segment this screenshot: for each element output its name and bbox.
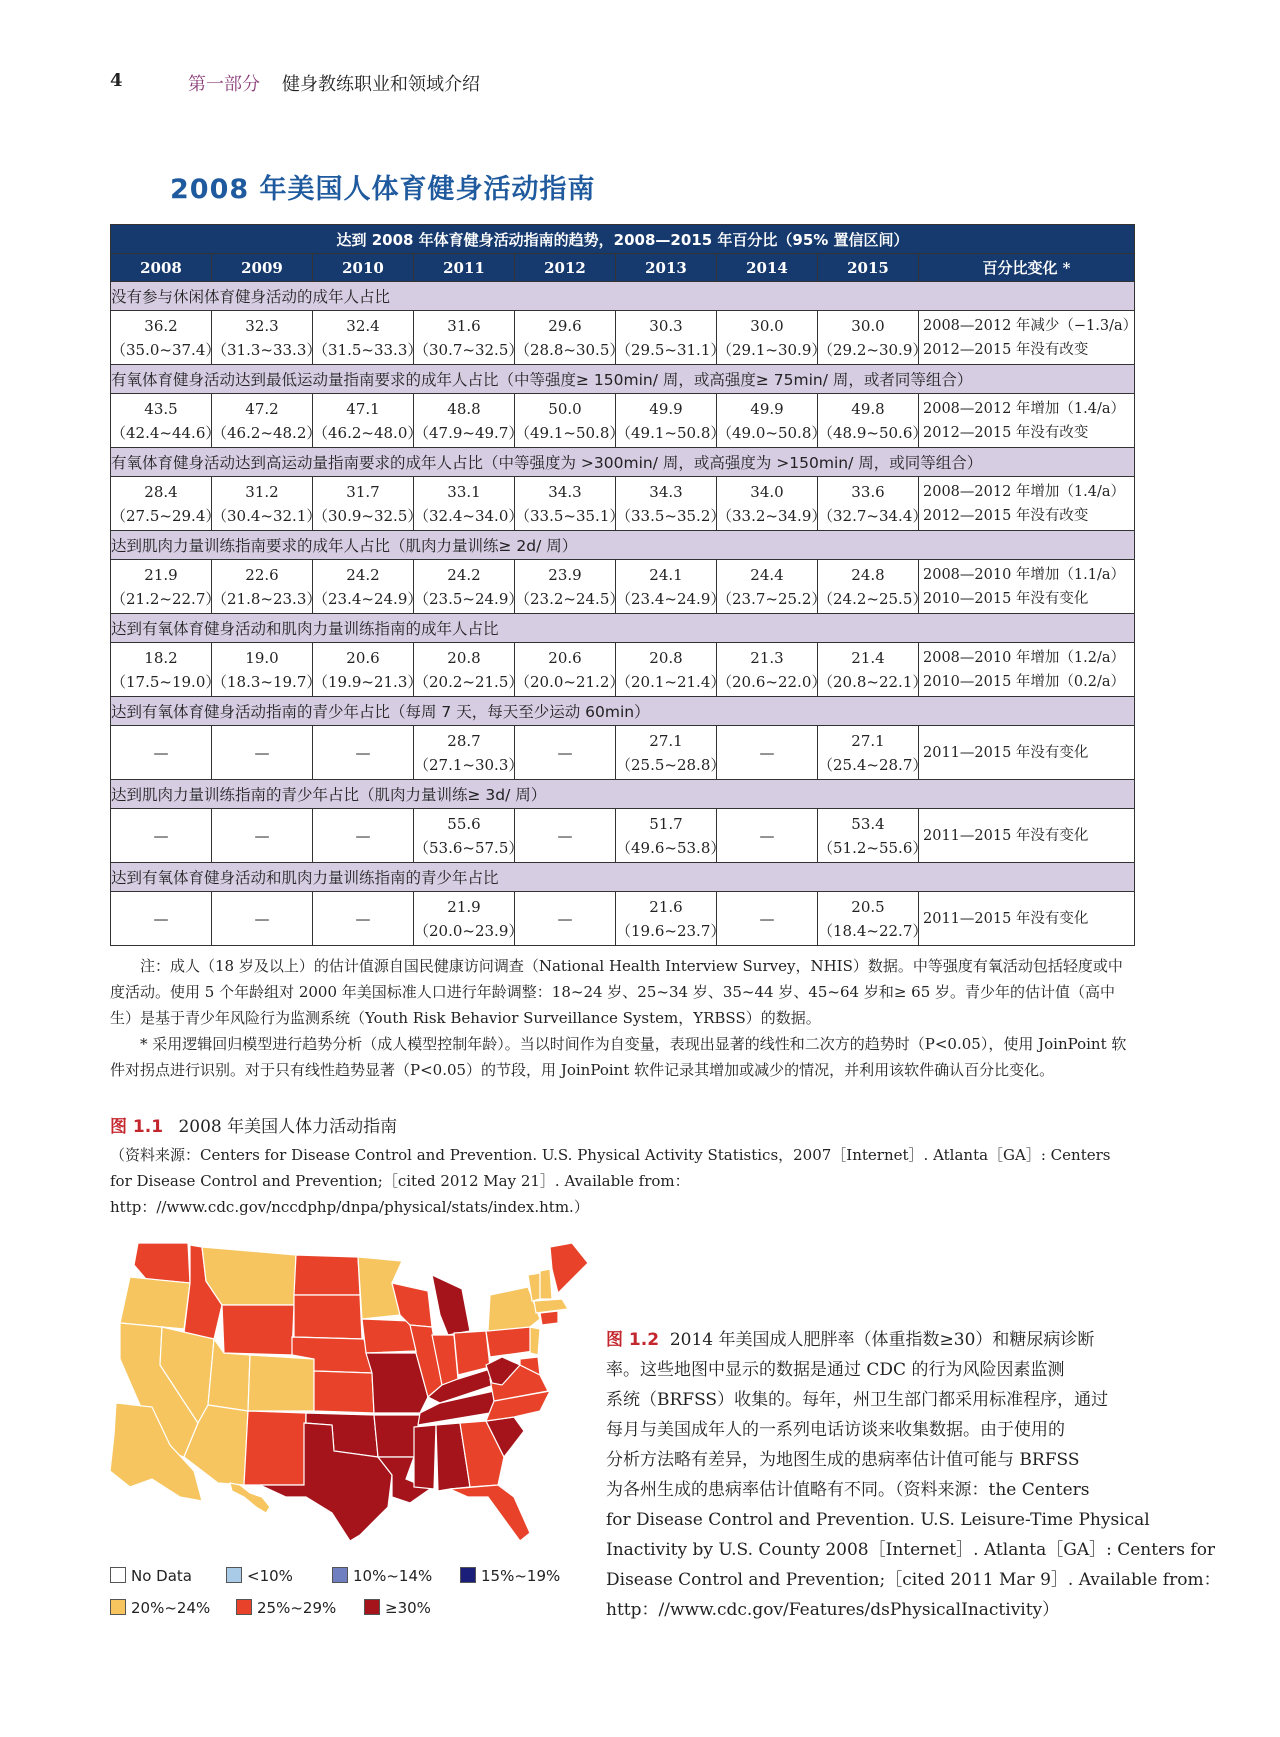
table-row [111, 311, 1135, 365]
cell-value: 31.7 [346, 482, 380, 501]
data-cell [515, 643, 625, 697]
group-label: 达到有氧体育健身活动指南的青少年占比（每周 7 天，每天至少运动 60min） [111, 697, 1135, 726]
data-cell [313, 643, 423, 697]
change-text: 2008—2012 年增加（1.4/a） [923, 483, 1126, 500]
data-cell [414, 477, 524, 531]
column-header: 2008 [111, 254, 212, 282]
cell-value: 21.4 [851, 648, 885, 667]
data-cell [818, 809, 928, 863]
cell-value: 24.1 [649, 565, 683, 584]
data-cell [616, 560, 726, 614]
change-text: 2012—2015 年没有改变 [923, 507, 1089, 524]
cell-value: 20.6 [346, 648, 380, 667]
cell-confidence-interval: （29.2~30.9） [818, 340, 928, 359]
cell-value: 21.9 [447, 897, 481, 916]
cell-confidence-interval: （17.5~19.0） [111, 672, 221, 691]
data-cell [111, 311, 221, 365]
state-ma [534, 1299, 568, 1313]
state-wy [222, 1305, 294, 1355]
change-text: 2011—2015 年没有变化 [923, 910, 1089, 927]
column-header: 2015 [818, 254, 919, 282]
change-cell [919, 643, 1135, 697]
caption-line: 分析方法略有差异，为地图生成的患病率估计值可能与 BRFSS [606, 1450, 1080, 1470]
figure-number: 图 1.1 [110, 1117, 164, 1137]
change-text: 2008—2010 年增加（1.2/a） [923, 649, 1126, 666]
data-cell [212, 643, 322, 697]
state-ct [540, 1311, 558, 1325]
cell-confidence-interval: （33.2~34.9） [717, 506, 827, 525]
caption-text: 2014 年美国成人肥胖率（体重指数≥30）和糖尿病诊断 [669, 1330, 1095, 1350]
cell-confidence-interval: （48.9~50.6） [818, 423, 928, 442]
state-nd [294, 1255, 360, 1295]
state-wa [134, 1243, 190, 1283]
legend-label: ≥30% [385, 1599, 431, 1617]
cell-value: 47.1 [346, 399, 380, 418]
data-cell [212, 394, 322, 448]
page-header [110, 70, 1170, 100]
cell-value: 51.7 [649, 814, 683, 833]
data-cell [313, 560, 423, 614]
cell-confidence-interval: （27.1~30.3） [414, 755, 524, 774]
cell-value: 21.9 [144, 565, 178, 584]
state-nh [540, 1269, 552, 1299]
legend-swatch [226, 1567, 242, 1583]
cell-confidence-interval: （23.5~24.9） [414, 589, 524, 608]
note-paragraph-2: * 采用逻辑回归模型进行趋势分析（成人模型控制年龄）。当以时间作为自变量，表现出显著的线性和二次方的趋势时（P<0.05），使用 JoinPoint 软件对拐点进行识别。对于只有线性趋势显著（P<0.05）的节段，用 JoinPoint 软件记录其增加或减少的情况，并利用该软件确认百分比变化。 [110, 1035, 1127, 1079]
cell-confidence-interval: （31.5~33.3） [313, 340, 423, 359]
data-cell [414, 643, 524, 697]
cell-confidence-interval: （20.2~21.5） [414, 672, 524, 691]
table-caption: 达到 2008 年体育健身活动指南的趋势，2008—2015 年百分比（95% 置信区间） [111, 225, 1135, 254]
table-row [111, 643, 1135, 697]
data-cell [515, 809, 616, 863]
legend-item [226, 1567, 293, 1585]
data-cell [515, 560, 625, 614]
caption-line: for Disease Control and Prevention. U.S. Leisure-Time Physical [606, 1510, 1150, 1530]
change-cell [919, 394, 1135, 448]
data-cell [313, 892, 414, 946]
cell-confidence-interval: （21.8~23.3） [212, 589, 322, 608]
state-oh [454, 1331, 490, 1375]
data-cell [414, 311, 524, 365]
data-cell [212, 726, 313, 780]
cell-value: 27.1 [649, 731, 683, 750]
change-text: 2008—2012 年减少（−1.3/a） [923, 317, 1138, 334]
data-cell [414, 394, 524, 448]
cell-value: 47.2 [245, 399, 279, 418]
data-cell [717, 311, 827, 365]
cell-value: 24.2 [447, 565, 481, 584]
data-cell [313, 726, 414, 780]
cell-value: 49.9 [750, 399, 784, 418]
data-cell [313, 809, 414, 863]
data-cell [717, 643, 827, 697]
note-paragraph-1: 注：成人（18 岁及以上）的估计值源自国民健康访问调查（National Health Interview Survey，NHIS）数据。中等强度有氧活动包括轻度或中度活动。使用 5 个年龄组对 2000 年美国标准人口进行年龄调整：18~24 岁、25~34 岁、35~44 岁、45~64 岁和≥ 65 岁。青少年的估计值（高中生）是基于青少年风险行为监测系统（Youth Risk Behavior Surveillance System，YRBSS）的数据。 [110, 957, 1123, 1027]
table-row [111, 477, 1135, 531]
state-ks [314, 1371, 374, 1413]
cell-value: 50.0 [548, 399, 582, 418]
legend-label: No Data [131, 1567, 192, 1585]
legend-label: 20%~24% [131, 1599, 211, 1617]
cell-confidence-interval: （21.2~22.7） [111, 589, 221, 608]
cell-confidence-interval: （19.9~21.3） [313, 672, 423, 691]
cell-value: 30.0 [750, 316, 784, 335]
cell-confidence-interval: （29.5~31.1） [616, 340, 726, 359]
state-nm [244, 1411, 306, 1485]
cell-confidence-interval: （24.2~25.5） [818, 589, 928, 608]
data-cell [212, 809, 313, 863]
state-fl [450, 1485, 530, 1541]
cell-value: 29.6 [548, 316, 582, 335]
figure-1-1-source [110, 1142, 1134, 1220]
data-cell [818, 560, 928, 614]
cell-value: 32.4 [346, 316, 380, 335]
part-label: 第一部分 [188, 74, 260, 95]
cell-confidence-interval: （19.6~23.7） [616, 921, 726, 940]
data-cell [414, 809, 524, 863]
cell-value: 28.4 [144, 482, 178, 501]
cell-confidence-interval: （33.5~35.1） [515, 506, 625, 525]
data-cell [616, 394, 726, 448]
cell-confidence-interval: （20.6~22.0） [717, 672, 827, 691]
column-header: 2011 [414, 254, 515, 282]
legend-swatch [460, 1567, 476, 1583]
cell-confidence-interval: （30.4~32.1） [212, 506, 322, 525]
legend-swatch [236, 1599, 252, 1615]
data-cell [414, 726, 524, 780]
group-label: 达到肌肉力量训练指南的青少年占比（肌肉力量训练≥ 3d/ 周） [111, 780, 1135, 809]
caption-line: 每月与美国成年人的一系列电话访谈来收集数据。由于使用的 [606, 1420, 1065, 1440]
data-cell [616, 643, 726, 697]
cell-confidence-interval: （46.2~48.0） [313, 423, 423, 442]
cell-confidence-interval: （47.9~49.7） [414, 423, 524, 442]
cell-confidence-interval: （20.1~21.4） [616, 672, 726, 691]
cell-value: 21.3 [750, 648, 784, 667]
column-header: 2014 [717, 254, 818, 282]
data-cell [717, 892, 818, 946]
data-cell [818, 311, 928, 365]
cell-confidence-interval: （31.3~33.3） [212, 340, 322, 359]
cell-value: 33.6 [851, 482, 885, 501]
data-cell [313, 394, 423, 448]
data-cell [818, 892, 928, 946]
cell-confidence-interval: （49.1~50.8） [515, 423, 625, 442]
group-label: 有氧体育健身活动达到高运动量指南要求的成年人占比（中等强度为 >300min/ 周，或高强度为 >150min/ 周，或同等组合） [111, 448, 1135, 477]
cell-value: 20.8 [649, 648, 683, 667]
cell-confidence-interval: （25.5~28.8） [616, 755, 726, 774]
cell-confidence-interval: （20.0~21.2） [515, 672, 625, 691]
data-cell [616, 726, 726, 780]
cell-value: — [355, 826, 371, 845]
group-label: 达到有氧体育健身活动和肌肉力量训练指南的成年人占比 [111, 614, 1135, 643]
state-sd [294, 1295, 362, 1339]
cell-value: — [759, 909, 775, 928]
cell-value: 27.1 [851, 731, 885, 750]
data-cell [616, 311, 726, 365]
data-cell [111, 477, 221, 531]
column-header: 百分比变化 * [919, 254, 1135, 282]
caption-line: 为各州生成的患病率估计值略有不同。（资料来源：the Centers [606, 1480, 1090, 1500]
data-cell [111, 892, 212, 946]
data-cell [212, 560, 322, 614]
cell-value: — [759, 743, 775, 762]
state-mt [202, 1247, 296, 1305]
data-cell [111, 394, 221, 448]
data-cell [818, 726, 928, 780]
figure-title: 2008 年美国人体力活动指南 [178, 1117, 398, 1137]
change-text: 2012—2015 年没有改变 [923, 424, 1089, 441]
cell-value: 33.1 [447, 482, 481, 501]
table-row [111, 726, 1135, 780]
data-cell [717, 560, 827, 614]
cell-value: 24.8 [851, 565, 885, 584]
state-ms [414, 1425, 436, 1489]
change-cell [919, 477, 1135, 531]
chapter-title: 健身教练职业和领域介绍 [282, 74, 480, 95]
cell-value: 19.0 [245, 648, 279, 667]
figure-1-2-caption [606, 1325, 1221, 1625]
cell-value: 49.9 [649, 399, 683, 418]
legend-label: 15%~19% [481, 1567, 561, 1585]
cell-value: 24.2 [346, 565, 380, 584]
cell-value: 55.6 [447, 814, 481, 833]
change-text: 2011—2015 年没有变化 [923, 744, 1089, 761]
cell-confidence-interval: （23.2~24.5） [515, 589, 625, 608]
cell-value: 20.8 [447, 648, 481, 667]
cell-value: — [153, 743, 169, 762]
cell-value: 20.6 [548, 648, 582, 667]
cell-confidence-interval: （51.2~55.6） [818, 838, 928, 857]
data-cell [515, 477, 625, 531]
data-cell [414, 560, 524, 614]
data-cell [515, 726, 616, 780]
cell-confidence-interval: （32.7~34.4） [818, 506, 928, 525]
change-cell [919, 311, 1138, 365]
state-me [550, 1243, 588, 1293]
state-mi [432, 1275, 470, 1335]
us-map-graphic [110, 1235, 590, 1545]
state-ia [362, 1319, 416, 1353]
change-cell [919, 809, 1135, 863]
data-cell [818, 394, 928, 448]
group-label: 没有参与休闲体育健身活动的成年人占比 [111, 282, 1135, 311]
cell-confidence-interval: （46.2~48.2） [212, 423, 322, 442]
data-cell [111, 726, 212, 780]
cell-value: 49.8 [851, 399, 885, 418]
legend-swatch [110, 1599, 126, 1615]
cell-confidence-interval: （49.6~53.8） [616, 838, 726, 857]
cell-value: — [254, 743, 270, 762]
cell-value: 34.3 [548, 482, 582, 501]
legend-swatch [110, 1567, 126, 1583]
cell-value: 24.4 [750, 565, 784, 584]
cell-confidence-interval: （33.5~35.2） [616, 506, 726, 525]
cell-value: — [759, 826, 775, 845]
change-text: 2010—2015 年没有变化 [923, 590, 1089, 607]
change-text: 2008—2012 年增加（1.4/a） [923, 400, 1126, 417]
cell-confidence-interval: （29.1~30.9） [717, 340, 827, 359]
cell-confidence-interval: （49.0~50.8） [717, 423, 827, 442]
data-cell [717, 809, 818, 863]
figure-number: 图 1.2 [606, 1330, 660, 1350]
cell-confidence-interval: （30.7~32.5） [414, 340, 524, 359]
data-cell [515, 311, 625, 365]
cell-confidence-interval: （23.7~25.2） [717, 589, 827, 608]
cell-value: — [557, 826, 573, 845]
column-header: 2010 [313, 254, 414, 282]
cell-value: 43.5 [144, 399, 178, 418]
data-cell [717, 726, 818, 780]
state-co [248, 1355, 314, 1411]
cell-confidence-interval: （25.4~28.7） [818, 755, 928, 774]
legend-label: 25%~29% [257, 1599, 337, 1617]
cell-value: 28.7 [447, 731, 481, 750]
cell-value: 48.8 [447, 399, 481, 418]
group-label: 达到有氧体育健身活动和肌肉力量训练指南的青少年占比 [111, 863, 1135, 892]
figure-1-1-caption [110, 1112, 397, 1137]
source-text: （资料来源：Centers for Disease Control and Prevention. U.S. Physical Activity Statistics，2007［Internet］. Atlanta［GA］: Centers for Disease Control and Prevention;［cited 2012 May 21］. Available from：http：//www.cdc.gov/nccdphp/dnpa/physical/stats/index.htm.） [110, 1146, 1111, 1216]
legend-item [110, 1599, 210, 1617]
group-label: 有氧体育健身活动达到最低运动量指南要求的成年人占比（中等强度≥ 150min/ 周，或高强度≥ 75min/ 周，或者同等组合） [111, 365, 1135, 394]
table-row [111, 809, 1135, 863]
data-cell [111, 560, 221, 614]
cell-confidence-interval: （18.3~19.7） [212, 672, 322, 691]
data-cell [212, 892, 313, 946]
data-cell [717, 477, 827, 531]
figure-1-2-text [606, 1325, 1221, 1625]
data-cell [515, 892, 616, 946]
cell-confidence-interval: （30.9~32.5） [313, 506, 423, 525]
cell-value: 30.0 [851, 316, 885, 335]
caption-line: Disease Control and Prevention;［cited 2011 Mar 9］. Available from： [606, 1570, 1221, 1590]
cell-value: 36.2 [144, 316, 178, 335]
table-row [111, 892, 1135, 946]
cell-value: 34.3 [649, 482, 683, 501]
data-cell [212, 477, 322, 531]
data-cell [616, 809, 726, 863]
column-header: 2012 [515, 254, 616, 282]
cell-value: — [153, 826, 169, 845]
legend-item [236, 1599, 336, 1617]
column-header: 2009 [212, 254, 313, 282]
legend-swatch [364, 1599, 380, 1615]
cell-confidence-interval: （18.4~22.7） [818, 921, 928, 940]
change-text: 2012—2015 年没有改变 [923, 341, 1089, 358]
legend-item [364, 1599, 431, 1617]
data-cell [313, 311, 423, 365]
data-cell [313, 477, 423, 531]
data-cell [616, 477, 726, 531]
caption-line: 系统（BRFSS）收集的。每年，州卫生部门都采用标准程序，通过 [606, 1390, 1109, 1410]
legend-item [110, 1567, 192, 1585]
data-cell [414, 892, 524, 946]
cell-value: — [355, 909, 371, 928]
data-cell [717, 394, 827, 448]
cell-value: 34.0 [750, 482, 784, 501]
cell-value: 30.3 [649, 316, 683, 335]
change-text: 2010—2015 年增加（0.2/a） [923, 673, 1126, 690]
cell-value: 53.4 [851, 814, 885, 833]
change-text: 2008—2010 年增加（1.1/a） [923, 566, 1126, 583]
guideline-trend-table [110, 224, 1138, 946]
table-row [111, 394, 1135, 448]
data-cell [111, 809, 212, 863]
cell-value: 31.2 [245, 482, 279, 501]
cell-confidence-interval: （23.4~24.9） [616, 589, 726, 608]
cell-confidence-interval: （28.8~30.5） [515, 340, 625, 359]
cell-confidence-interval: （32.4~34.0） [414, 506, 524, 525]
legend-label: <10% [247, 1567, 293, 1585]
caption-line [606, 1325, 1134, 1355]
cell-confidence-interval: （42.4~44.6） [111, 423, 221, 442]
state-ar [374, 1415, 420, 1457]
data-cell [515, 394, 625, 448]
cell-value: — [153, 909, 169, 928]
cell-value: 31.6 [447, 316, 481, 335]
us-obesity-map [110, 1235, 590, 1545]
caption-line: http：//www.cdc.gov/Features/dsPhysicalInactivity） [606, 1600, 1060, 1620]
data-cell [616, 892, 726, 946]
data-cell [818, 477, 928, 531]
cell-value: — [557, 909, 573, 928]
change-cell [919, 560, 1135, 614]
change-text: 2011—2015 年没有变化 [923, 827, 1089, 844]
page-number: 4 [110, 70, 123, 91]
cell-value: 21.6 [649, 897, 683, 916]
data-cell [212, 311, 322, 365]
cell-value: 20.5 [851, 897, 885, 916]
cell-value: 23.9 [548, 565, 582, 584]
cell-confidence-interval: （23.4~24.9） [313, 589, 423, 608]
change-cell [919, 892, 1135, 946]
cell-confidence-interval: （35.0~37.4） [111, 340, 221, 359]
legend-swatch [332, 1567, 348, 1583]
data-cell [818, 643, 928, 697]
legend-item [460, 1567, 560, 1585]
cell-confidence-interval: （20.0~23.9） [414, 921, 524, 940]
cell-value: 22.6 [245, 565, 279, 584]
legend-label: 10%~14% [353, 1567, 433, 1585]
section-title: 2008 年美国人体育健身活动指南 [170, 174, 596, 205]
cell-value: 32.3 [245, 316, 279, 335]
legend-item [332, 1567, 432, 1585]
cell-value: — [557, 743, 573, 762]
cell-confidence-interval: （53.6~57.5） [414, 838, 524, 857]
cell-value: — [254, 909, 270, 928]
legend-row-1 [110, 1567, 590, 1599]
data-cell [111, 643, 221, 697]
cell-value: — [254, 826, 270, 845]
cell-value: 18.2 [144, 648, 178, 667]
cell-value: — [355, 743, 371, 762]
column-header: 2013 [616, 254, 717, 282]
cell-confidence-interval: （49.1~50.8） [616, 423, 726, 442]
table-row [111, 560, 1135, 614]
group-label: 达到肌肉力量训练指南要求的成年人占比（肌肉力量训练≥ 2d/ 周） [111, 531, 1135, 560]
change-cell [919, 726, 1135, 780]
state-nj [530, 1327, 540, 1355]
caption-line: 率。这些地图中显示的数据是通过 CDC 的行为风险因素监测 [606, 1360, 1065, 1380]
legend-row-2 [110, 1599, 590, 1631]
map-legend [110, 1567, 590, 1631]
cell-confidence-interval: （20.8~22.1） [818, 672, 928, 691]
table-notes [110, 953, 1134, 1083]
caption-line: Inactivity by U.S. County 2008［Internet］. Atlanta［GA］: Centers for [606, 1540, 1216, 1560]
state-or [120, 1277, 190, 1329]
cell-confidence-interval: （27.5~29.4） [111, 506, 221, 525]
